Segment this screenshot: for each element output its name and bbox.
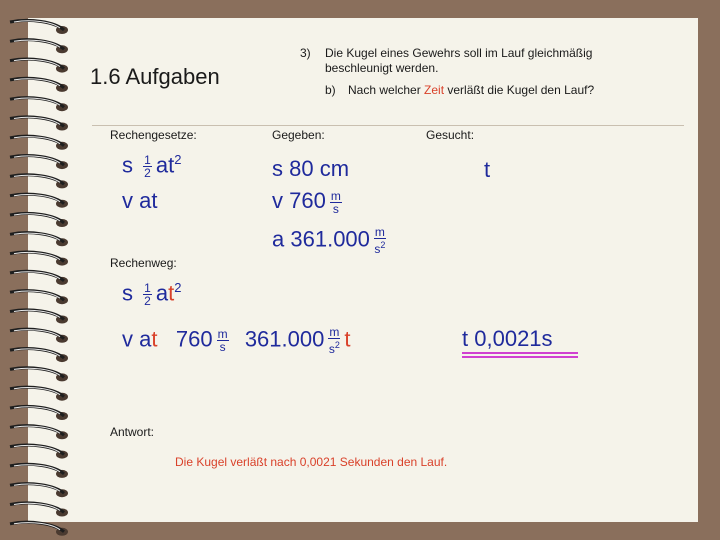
sought-heading: Gesucht:	[426, 128, 475, 142]
sub-number: b)	[325, 83, 336, 97]
task-text-line1: Die Kugel eines Gewehrs soll im Lauf gleichmäßig	[325, 46, 593, 60]
divider	[92, 125, 684, 126]
result-underline-bottom	[462, 356, 578, 358]
page-title: 1.6 Aufgaben	[90, 64, 220, 89]
given-velocity: v 760 $\frac{m}{s}$	[272, 188, 341, 216]
law-distance: s $\frac{1}{2}$ $at^2$	[122, 152, 182, 181]
sought-time: t	[484, 157, 491, 182]
task-number: 3)	[300, 46, 311, 60]
result: t 0,0021s	[462, 326, 553, 351]
result-underline-top	[462, 352, 578, 354]
given-distance: s 80 cm	[272, 156, 350, 181]
question-highlight: Zeit	[424, 83, 445, 97]
laws-heading: Rechengesetze:	[110, 128, 197, 142]
answer-heading: Antwort:	[110, 425, 155, 439]
spiral-binding-icon	[0, 0, 80, 540]
law-velocity: v at	[122, 188, 158, 213]
question: Nach welcher Zeit verläßt die Kugel den Lauf?	[348, 83, 595, 97]
given-heading: Gegeben:	[272, 128, 325, 142]
task-text-line2: beschleunigt werden.	[325, 61, 439, 75]
given-acceleration: a 361.000 $\frac{m}{s^2}$	[272, 225, 386, 256]
calc-line1: s $\frac{1}{2}$ $at^2$	[122, 280, 182, 309]
calc-line2: v at 760 $\frac{m}{s}$ 361.000 $\frac{m}{s^2}$ t	[122, 325, 351, 356]
calc-heading: Rechenweg:	[110, 256, 177, 270]
answer-text: Die Kugel verläßt nach 0,0021 Sekunden den Lauf.	[175, 455, 448, 469]
